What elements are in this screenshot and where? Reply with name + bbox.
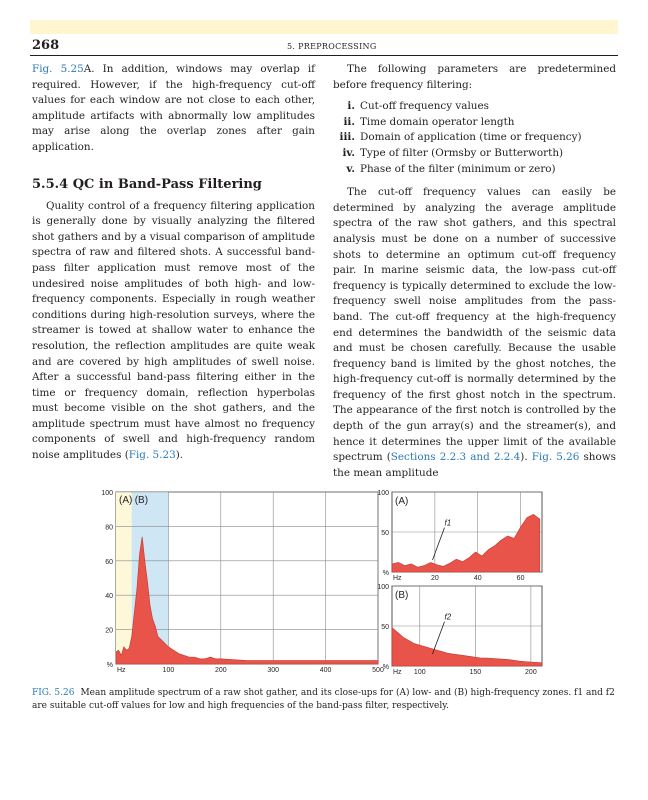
x-tick-label: 300 [267,667,280,674]
closeup-a-chart [377,490,542,582]
right-intro: The following parameters are predetermined before frequency filtering: [333,63,616,91]
x-tick-label: 60 [516,575,525,582]
main-spectrum-chart [101,490,384,674]
x-tick-label: 150 [469,669,482,676]
y-tick-label: 100 [377,490,389,497]
y-tick-label: 40 [105,593,113,601]
figure-label: FIG. 5.26 [32,688,75,698]
x-tick-label: 500 [372,667,384,674]
list-item: iii. Domain of application (time or frequency) [339,131,582,144]
x-tick-label: 40 [473,575,482,582]
header-rule [30,55,618,56]
zone-label: (A) [119,495,133,506]
y-tick-label: 50 [381,624,389,631]
left-paragraph-1: Fig. 5.25A. In addition, windows may overlap if required. However, if the high-frequency cut-off values for each window are not close to each other, amplitude artifacts with abnormally low amplitudes may arise along the overlap zones after gain application. [32,63,315,153]
x-tick-label: 20 [430,575,439,582]
y-tick-label: % [382,570,389,577]
parameter-list [333,99,616,177]
right-column [333,62,616,481]
caption-text: Mean amplitude spectrum of a raw shot gather, and its close-ups for (A) low- and (B) high-frequency zones. f1 and f2 are suitable cut-off values for low and high frequencies of the band-pass filter, respectively. [32,688,615,711]
x-tick-label: 200 [214,667,227,674]
zone-band [116,492,132,664]
figure-link[interactable]: Fig. 5.23 [128,449,176,462]
x-axis-label: Hz [117,667,126,674]
y-tick-label: 100 [101,490,113,497]
figure-5-26 [96,488,560,680]
page-number: 268 [32,38,60,53]
list-item: iv. Type of filter (Ormsby or Butterworth) [342,146,564,159]
right-paragraph: The cut-off frequency values can easily be determined by analyzing the average amplitude spectra of the raw shot gathers, and this spectral analysis must be done on a number of successive shots to determine an optimum cut-off frequency pair. In marine seismic data, the low-pass cut-off frequency is typically determined to exclude the low-frequency swell noise amplitudes from the pass-band. The cut-off frequency at the high-frequency end determines the bandwidth of the seismic data and must be chosen carefully. Because the usable frequency band is limited by the ghost notches, the high-frequency cut-off is normally determined by the frequency of the first ghost notch in the spectrum. The appearance of the first notch is controlled by the depth of the gun array(s) and the streamer(s), and hence it determines the upper limit of the available spectrum (Sections 2.2.3 and 2.2.4). Fig. 5.26 shows the mean amplitude [333,186,616,479]
zone-label: (B) [134,495,149,506]
y-tick-label: 60 [105,558,113,566]
x-axis-label: Hz [393,575,402,582]
y-tick-label: 80 [105,524,113,532]
panel-label: (A) [395,496,409,507]
header-bar [30,20,618,34]
panel-label: (B) [395,590,409,601]
figure-link[interactable]: Fig. 5.25 [32,63,84,75]
left-column [32,62,315,464]
section-heading: 5.5.4 QC in Band-Pass Filtering [32,176,262,192]
figure-link[interactable]: Fig. 5.26 [531,451,580,464]
x-tick-label: 200 [525,669,537,676]
x-axis-label: Hz [393,669,402,676]
y-tick-label: 100 [377,584,389,591]
figure-caption [32,687,616,713]
y-tick-label: % [382,664,389,671]
y-tick-label: % [106,662,113,669]
y-tick-label: 50 [381,530,389,537]
cutoff-label: f2 [444,612,452,622]
closeup-b-chart [377,584,542,676]
list-item: ii. Time domain operator length [343,115,515,128]
list-item: i. Cut-off frequency values [347,100,489,113]
left-paragraph-2: Quality control of a frequency filtering application is generally done by visually analyzing the filtered shot gathers and by a visual comparison of amplitude spectra of raw and filtered shots. A successful band-pass filter application must remove most of the undesired noise amplitudes of both high- and low-frequency components. Especially in rough weather conditions during high-resolution surveys, where the streamer is towed at shallow water to enhance the resolution, the reflection amplitudes are quite weak and are covered by high amplitudes of swell noise. After a successful band-pass filtering either in the time or frequency domain, reflection hyperbolas must become visible on the shot gathers, and the amplitude spectrum must have almost no frequency components of swell and high-frequency random noise amplitudes (Fig. 5.23). [32,199,315,462]
x-tick-label: 100 [162,667,175,674]
x-tick-label: 400 [319,667,332,674]
x-tick-label: 100 [413,669,426,676]
cutoff-label: f1 [444,518,452,528]
section-link[interactable]: Sections 2.2.3 and 2.2.4 [390,451,521,464]
running-title: 5. PREPROCESSING [287,42,377,51]
list-item: v. Phase of the filter (minimum or zero) [346,162,556,175]
y-tick-label: 20 [105,627,113,635]
